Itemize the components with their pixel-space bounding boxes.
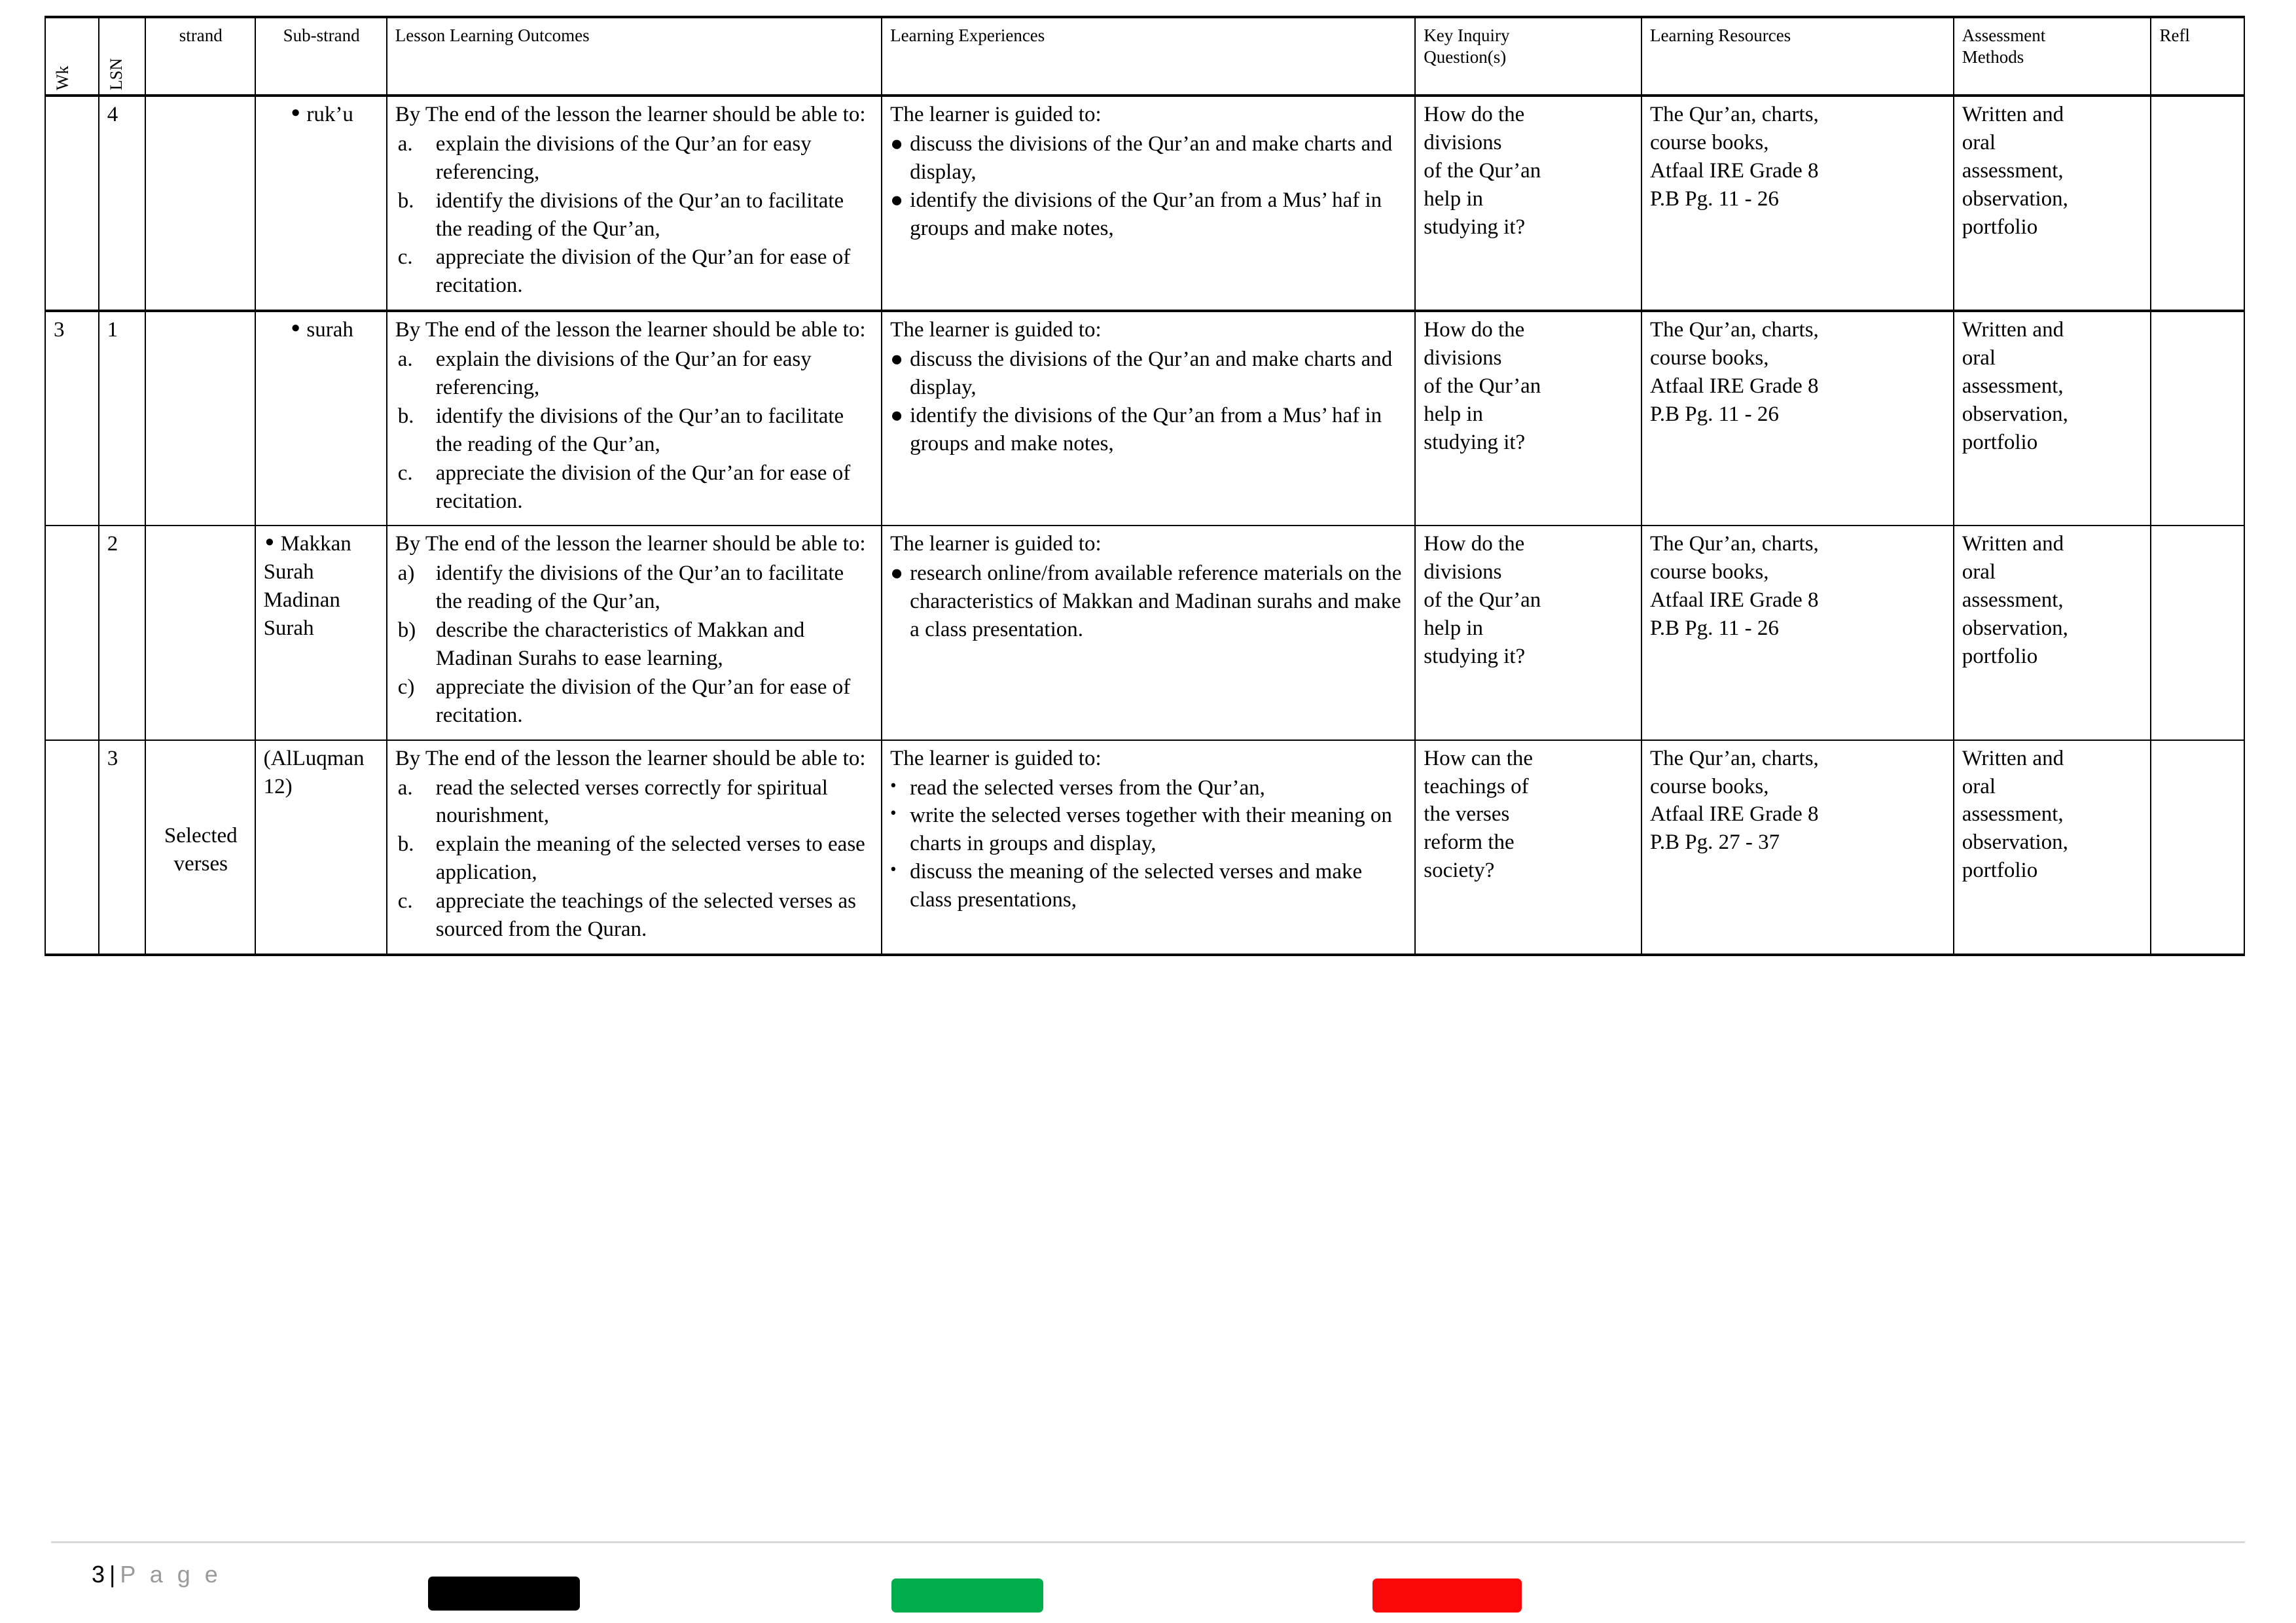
llo-stem: By The end of the lesson the learner should be able to: (395, 532, 866, 556)
assessment-line: Written and (1962, 532, 2064, 556)
llo-list (395, 130, 874, 300)
llo-list (395, 774, 874, 944)
cell-assessment-methods (1954, 96, 2151, 311)
cell-learning-resources (1641, 96, 1954, 311)
assessment-line: observation, (1962, 187, 2068, 211)
resource-line: The Qur’an, charts, (1650, 746, 1819, 770)
le-list (890, 346, 1408, 458)
le-text: discuss the divisions of the Qur’an and make charts and display, (910, 348, 1393, 400)
llo-item (395, 830, 874, 887)
kiq-line: divisions (1424, 346, 1502, 370)
header-cell-assessment-methods (1954, 17, 2151, 96)
le-text: discuss the meaning of the selected verses and make class presentations, (910, 860, 1363, 912)
header-cell-lesson-learning-outcomes (387, 17, 882, 96)
assessment-line: oral (1962, 346, 1996, 370)
header-cell-key-inquiry-questions (1415, 17, 1641, 96)
header-cell-refl (2151, 17, 2244, 96)
le-text: identify the divisions of the Qur’an from a Mus’ haf in groups and make notes, (910, 403, 1382, 455)
resource-line: P.B Pg. 11 - 26 (1650, 402, 1779, 426)
assessment-line: observation, (1962, 830, 2068, 855)
kiq-line: of the Qur’an (1424, 158, 1541, 183)
bullet-icon: ● (890, 188, 904, 212)
le-item (890, 774, 1408, 802)
resource-line: course books, (1650, 774, 1769, 798)
llo-marker: c. (397, 461, 413, 485)
le-item (890, 187, 1408, 243)
kiq-line: studying it? (1424, 430, 1526, 454)
kiq-line: of the Qur’an (1424, 374, 1541, 399)
llo-item (395, 774, 874, 830)
llo-item (395, 402, 874, 459)
llo-text: identify the divisions of the Qur’an to facilitate the reading of the Qur’an, (435, 562, 844, 614)
resource-line: The Qur’an, charts, (1650, 103, 1819, 126)
cell-strand (145, 311, 255, 526)
resource-line: The Qur’an, charts, (1650, 532, 1819, 556)
resource-line: Atfaal IRE Grade 8 (1650, 374, 1819, 399)
kiq-line: help in (1424, 187, 1484, 211)
le-list (890, 774, 1408, 914)
llo-list (395, 346, 874, 515)
strand-text: Selected verses (164, 823, 238, 876)
llo-marker: b) (397, 618, 416, 643)
llo-text: appreciate the division of the Qur’an for ease of recitation. (435, 245, 851, 298)
llo-item (395, 459, 874, 516)
footer-chip-red (1372, 1578, 1522, 1613)
bullet-icon: ● (291, 104, 300, 121)
header-label-lesson-learning-outcomes: Lesson Learning Outcomes (395, 26, 590, 45)
cell-lesson-learning-outcomes (387, 96, 882, 311)
cell-lesson-learning-outcomes (387, 311, 882, 526)
cell-assessment-methods (1954, 311, 2151, 526)
table-row (45, 96, 2244, 311)
le-item (890, 402, 1408, 458)
llo-marker: a) (397, 562, 415, 586)
llo-text: appreciate the division of the Qur’an for ease of recitation. (435, 461, 851, 513)
page-footer-folio (92, 1561, 222, 1588)
cell-sub-strand (255, 96, 387, 311)
assessment-line: assessment, (1962, 158, 2064, 183)
llo-text: explain the divisions of the Qur’an for easy referencing, (435, 348, 812, 400)
llo-item (395, 673, 874, 730)
le-stem: The learner is guided to: (890, 746, 1102, 770)
assessment-line: portfolio (1962, 430, 2038, 454)
kiq-line: the verses (1424, 802, 1510, 827)
table-row (45, 311, 2244, 526)
kiq-line: How do the (1424, 532, 1525, 556)
bullet-icon: • (890, 775, 897, 795)
cell-key-inquiry-question (1415, 740, 1641, 955)
cell-strand (145, 740, 255, 955)
assessment-line: portfolio (1962, 859, 2038, 883)
kiq-line: teachings of (1424, 774, 1529, 798)
le-stem: The learner is guided to: (890, 318, 1102, 342)
cell-refl (2151, 740, 2244, 955)
cell-learning-resources (1641, 740, 1954, 955)
kiq-line: society? (1424, 859, 1495, 883)
resource-line: course books, (1650, 130, 1769, 154)
cell-wk (45, 96, 99, 311)
kiq-line: How can the (1424, 746, 1534, 770)
resource-line: Atfaal IRE Grade 8 (1650, 588, 1819, 613)
cell-assessment-methods (1954, 526, 2151, 740)
bullet-icon: ● (291, 319, 300, 337)
cell-refl (2151, 526, 2244, 740)
header-label-key-inquiry-questions-line2: Question(s) (1424, 46, 1507, 67)
cell-sub-strand (255, 526, 387, 740)
cell-lsn: 1 (99, 311, 145, 526)
resource-line: Atfaal IRE Grade 8 (1650, 158, 1819, 183)
cell-strand (145, 96, 255, 311)
llo-text: identify the divisions of the Qur’an to facilitate the reading of the Qur’an, (435, 188, 844, 241)
cell-lsn: 4 (99, 96, 145, 311)
header-cell-learning-resources (1641, 17, 1954, 96)
resource-line: course books, (1650, 560, 1769, 584)
header-cell-lsn (99, 17, 145, 96)
cell-learning-experiences (882, 96, 1415, 311)
cell-learning-resources (1641, 311, 1954, 526)
assessment-line: Written and (1962, 746, 2064, 770)
resource-line: P.B Pg. 27 - 37 (1650, 830, 1780, 855)
cell-learning-experiences (882, 311, 1415, 526)
llo-marker: b. (397, 404, 414, 428)
resource-line: Atfaal IRE Grade 8 (1650, 802, 1819, 827)
footer-chip-green (891, 1578, 1043, 1613)
lesson-plan-table (45, 16, 2245, 956)
kiq-line: reform the (1424, 830, 1515, 855)
le-item (890, 346, 1408, 402)
cell-learning-resources (1641, 526, 1954, 740)
llo-item (395, 346, 874, 402)
le-item (890, 858, 1408, 914)
header-label-lsn: LSN (106, 58, 126, 90)
assessment-line: oral (1962, 774, 1996, 798)
cell-refl (2151, 96, 2244, 311)
llo-list (395, 560, 874, 729)
kiq-line: How do the (1424, 318, 1525, 342)
llo-item (395, 243, 874, 300)
cell-assessment-methods (1954, 740, 2151, 955)
assessment-line: observation, (1962, 402, 2068, 426)
llo-stem: By The end of the lesson the learner should be able to: (395, 318, 866, 342)
assessment-line: portfolio (1962, 215, 2038, 239)
resource-line: P.B Pg. 11 - 26 (1650, 187, 1779, 211)
cell-lsn: 3 (99, 740, 145, 955)
assessment-line: assessment, (1962, 802, 2064, 827)
le-list (890, 560, 1408, 644)
bullet-icon: • (890, 859, 897, 880)
llo-marker: c. (397, 245, 413, 270)
header-label-assessment-methods-line1: Assessment (1962, 26, 2046, 45)
cell-learning-experiences (882, 526, 1415, 740)
footer-page-number: 3 (92, 1561, 106, 1588)
bullet-icon: ● (264, 533, 275, 551)
cell-lsn: 2 (99, 526, 145, 740)
llo-text: appreciate the division of the Qur’an for ease of recitation. (435, 675, 851, 727)
le-text: research online/from available reference materials on the characteristics of Makkan and Madinan surahs and make a class presentation. (910, 562, 1402, 642)
sub-strand-text: ruk’u (306, 103, 353, 126)
cell-key-inquiry-question (1415, 96, 1641, 311)
le-list (890, 130, 1408, 243)
le-stem: The learner is guided to: (890, 103, 1102, 126)
le-item (890, 130, 1408, 187)
llo-marker: b. (397, 832, 414, 857)
llo-marker: b. (397, 188, 414, 213)
cell-key-inquiry-question (1415, 526, 1641, 740)
bullet-icon: ● (890, 403, 904, 427)
header-cell-wk (45, 17, 99, 96)
footer-separator: | (109, 1561, 117, 1588)
assessment-line: Written and (1962, 103, 2064, 126)
assessment-line: oral (1962, 560, 1996, 584)
le-text: identify the divisions of the Qur’an from a Mus’ haf in groups and make notes, (910, 188, 1382, 240)
llo-text: explain the meaning of the selected verses to ease application, (435, 832, 865, 885)
kiq-line: How do the (1424, 103, 1525, 126)
table-header-row (45, 17, 2244, 96)
header-cell-strand (145, 17, 255, 96)
cell-wk: 3 (45, 311, 99, 526)
sub-strand-text: Makkan Surah Madinan Surah (263, 532, 351, 641)
llo-marker: a. (397, 348, 413, 372)
footer-chip-black (428, 1577, 580, 1611)
le-item (890, 802, 1408, 858)
le-text: discuss the divisions of the Qur’an and make charts and display, (910, 132, 1393, 184)
table-row (45, 526, 2244, 740)
llo-item (395, 887, 874, 944)
bullet-icon: ● (890, 132, 904, 156)
cell-sub-strand (255, 740, 387, 955)
llo-item (395, 616, 874, 673)
cell-wk (45, 526, 99, 740)
assessment-line: assessment, (1962, 588, 2064, 613)
le-stem: The learner is guided to: (890, 532, 1102, 556)
assessment-line: oral (1962, 130, 1996, 154)
bullet-icon: • (890, 803, 897, 823)
cell-lesson-learning-outcomes (387, 526, 882, 740)
kiq-line: divisions (1424, 130, 1502, 154)
sub-strand-text: surah (306, 318, 353, 342)
le-item (890, 560, 1408, 644)
bullet-icon: ● (890, 348, 904, 372)
llo-text: appreciate the teachings of the selected verses as sourced from the Quran. (435, 889, 857, 942)
bullet-icon: ● (890, 562, 904, 586)
llo-text: identify the divisions of the Qur’an to facilitate the reading of the Qur’an, (435, 404, 844, 456)
llo-stem: By The end of the lesson the learner should be able to: (395, 746, 866, 770)
header-label-learning-experiences: Learning Experiences (890, 26, 1045, 45)
footer-page-word: P a g e (120, 1561, 222, 1588)
kiq-line: of the Qur’an (1424, 588, 1541, 613)
llo-item (395, 560, 874, 616)
header-label-key-inquiry-questions-line1: Key Inquiry (1424, 26, 1510, 45)
kiq-line: help in (1424, 616, 1484, 641)
table-row (45, 740, 2244, 955)
llo-text: read the selected verses correctly for spiritual nourishment, (435, 776, 828, 828)
header-cell-sub-strand (255, 17, 387, 96)
header-label-refl: Refl (2159, 26, 2190, 45)
cell-key-inquiry-question (1415, 311, 1641, 526)
header-label-assessment-methods-line2: Methods (1962, 46, 2024, 67)
kiq-line: divisions (1424, 560, 1502, 584)
header-label-wk: Wk (53, 65, 72, 90)
resource-line: course books, (1650, 346, 1769, 370)
cell-lesson-learning-outcomes (387, 740, 882, 955)
llo-marker: a. (397, 132, 413, 156)
cell-learning-experiences (882, 740, 1415, 955)
header-label-sub-strand: Sub-strand (283, 26, 360, 45)
cell-sub-strand (255, 311, 387, 526)
kiq-line: studying it? (1424, 215, 1526, 239)
assessment-line: observation, (1962, 616, 2068, 641)
cell-wk (45, 740, 99, 955)
kiq-line: studying it? (1424, 645, 1526, 669)
assessment-line: Written and (1962, 318, 2064, 342)
llo-item (395, 187, 874, 243)
header-label-strand: strand (179, 26, 223, 45)
llo-marker: a. (397, 776, 413, 800)
resource-line: P.B Pg. 11 - 26 (1650, 616, 1779, 641)
footer-divider (51, 1541, 2245, 1543)
llo-item (395, 130, 874, 187)
le-text: write the selected verses together with their meaning on charts in groups and display, (910, 804, 1392, 856)
resource-line: The Qur’an, charts, (1650, 318, 1819, 342)
sub-strand-text: (AlLuqman 12) (263, 746, 365, 798)
llo-marker: c. (397, 889, 413, 914)
llo-marker: c) (397, 675, 415, 699)
llo-text: explain the divisions of the Qur’an for easy referencing, (435, 132, 812, 184)
assessment-line: assessment, (1962, 374, 2064, 399)
le-text: read the selected verses from the Qur’an, (910, 776, 1265, 800)
cell-strand (145, 526, 255, 740)
llo-stem: By The end of the lesson the learner should be able to: (395, 103, 866, 126)
header-label-learning-resources: Learning Resources (1650, 26, 1791, 45)
llo-text: describe the characteristics of Makkan and Madinan Surahs to ease learning, (435, 618, 805, 671)
kiq-line: help in (1424, 402, 1484, 426)
assessment-line: portfolio (1962, 645, 2038, 669)
header-cell-learning-experiences (882, 17, 1415, 96)
cell-refl (2151, 311, 2244, 526)
